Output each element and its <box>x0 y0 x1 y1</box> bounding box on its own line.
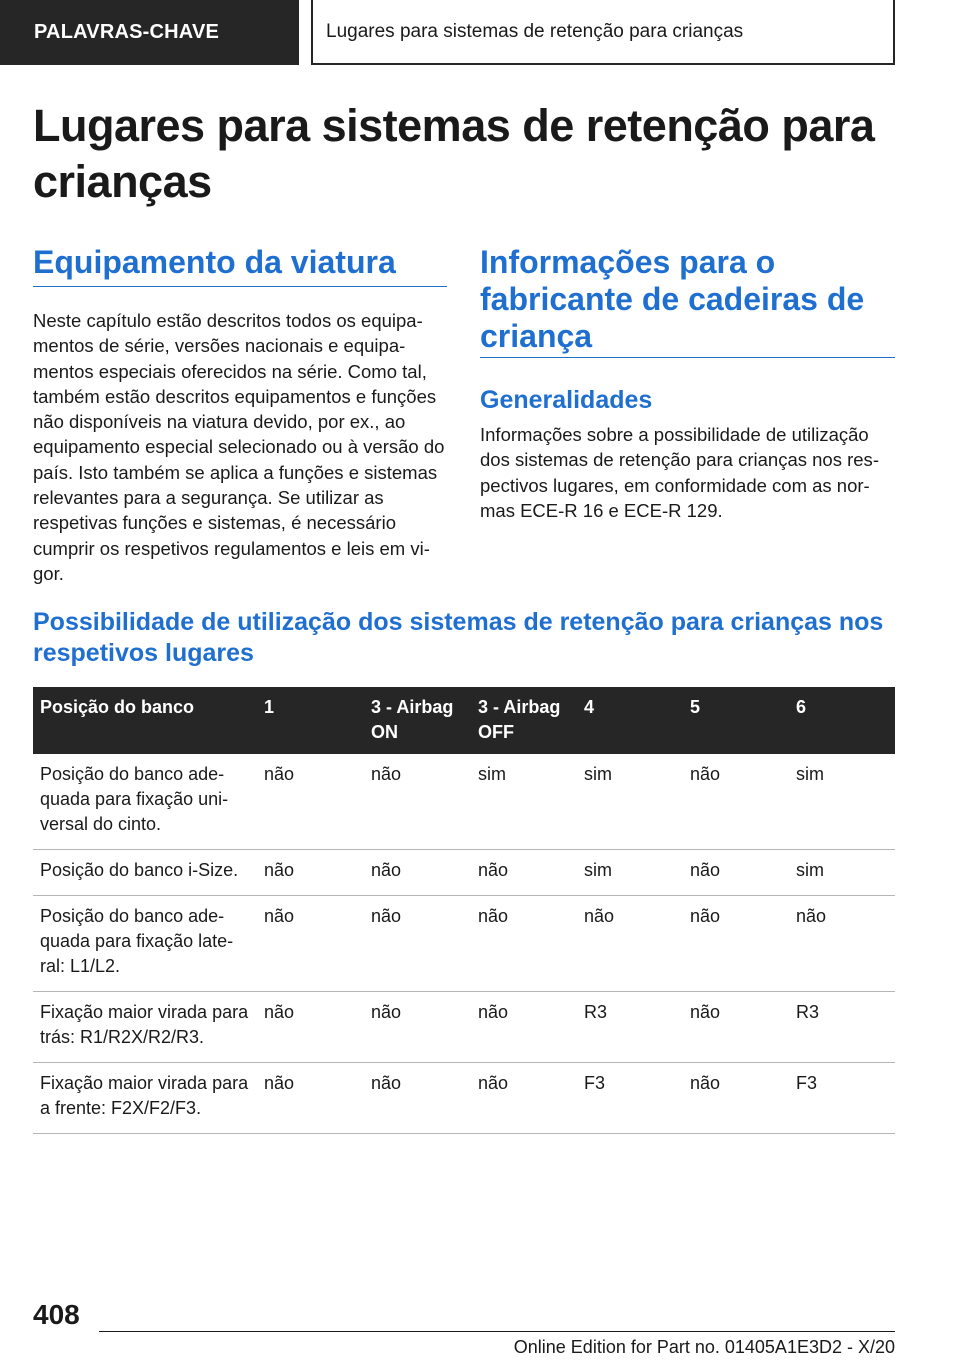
table-cell: não <box>683 896 789 992</box>
right-heading-rule <box>480 357 895 358</box>
header-chapter-title: Lugares para sistemas de retenção para crianças <box>311 0 895 65</box>
right-column-subheading: Generalidades <box>480 386 653 414</box>
header-section-label: PALAVRAS-CHAVE <box>0 0 299 65</box>
table-cell: Posição do banco i-Size. <box>33 850 257 896</box>
table-cell: não <box>471 850 577 896</box>
table-cell: sim <box>471 754 577 850</box>
table-cell: Posição do banco adequada para fixação universal do cinto. <box>33 754 257 850</box>
table-header-cell: 3 - Airbag OFF <box>471 687 577 754</box>
table-cell: não <box>364 992 471 1063</box>
page-number: 408 <box>33 1299 80 1330</box>
table-cell: não <box>364 754 471 850</box>
table-cell: sim <box>577 754 683 850</box>
table-cell: F3 <box>789 1063 895 1134</box>
table-header-cell: 5 <box>683 687 789 754</box>
table-cell: não <box>789 896 895 992</box>
right-column-body: Informações sobre a possibilidade de utilização dos sistemas de retenção para crianças nos respectivos lugares, em conformidade com as normas ECE-R 16 e ECE-R 129. <box>480 424 879 521</box>
table-header-cell: 4 <box>577 687 683 754</box>
left-column-body: Neste capítulo estão descritos todos os equipamentos de série, versões nacionais e equipamentos especiais oferecidos na série. Como tal, também estão descritos equipamentos e funções não disponíveis na viatura devido, por ex., ao equipamento especial selecionado ou à versão do país. Isto também se aplica a funções e sistemas relevantes para a segurança. Se utilizar as respetivas funções e sistemas, é necessário cumprir os respetivos regulamentos e leis em vigor. <box>33 310 445 584</box>
table-cell: R3 <box>577 992 683 1063</box>
child-seat-table <box>33 687 895 1134</box>
table-header-cell: 1 <box>257 687 364 754</box>
table-cell: R3 <box>789 992 895 1063</box>
table-cell: não <box>471 1063 577 1134</box>
table-header-cell: 6 <box>789 687 895 754</box>
footer-edition-text: Online Edition for Part no. 01405A1E3D2 - X/20 <box>513 1337 895 1357</box>
table-cell: não <box>683 754 789 850</box>
table-row <box>33 850 895 896</box>
table-cell: não <box>683 850 789 896</box>
table-cell: não <box>257 754 364 850</box>
table-cell: não <box>364 1063 471 1134</box>
table-cell: não <box>683 1063 789 1134</box>
table-cell: não <box>364 896 471 992</box>
table-row <box>33 992 895 1063</box>
table-cell: sim <box>789 850 895 896</box>
table-cell: sim <box>789 754 895 850</box>
table-cell: não <box>364 850 471 896</box>
table-row <box>33 754 895 850</box>
left-column-heading: Equipamento da viatura <box>33 244 396 280</box>
table-cell: Fixação maior virada para a frente: F2X/F2/F3. <box>33 1063 257 1134</box>
footer-rule <box>99 1331 895 1332</box>
table-cell: não <box>257 850 364 896</box>
table-cell: F3 <box>577 1063 683 1134</box>
table-cell: Fixação maior virada para trás: R1/R2X/R2/R3. <box>33 992 257 1063</box>
table-cell: não <box>683 992 789 1063</box>
table-cell: sim <box>577 850 683 896</box>
table-cell: Posição do banco adequada para fixação lateral: L1/L2. <box>33 896 257 992</box>
left-heading-rule <box>33 286 447 287</box>
table-header-cell: 3 - Airbag ON <box>364 687 471 754</box>
table-row <box>33 1063 895 1134</box>
page-title: Lugares para sistemas de retenção para crianças <box>33 100 875 207</box>
table-row <box>33 896 895 992</box>
table-cell: não <box>471 992 577 1063</box>
table-section-title: Possibilidade de utilização dos sistemas de retenção para crianças nos respetivos lugares <box>33 608 884 667</box>
table-cell: não <box>257 992 364 1063</box>
table-cell: não <box>257 1063 364 1134</box>
table-cell: não <box>471 896 577 992</box>
right-column-heading: Informações para o fabricante de cadeiras de criança <box>480 244 865 354</box>
table-cell: não <box>257 896 364 992</box>
table-header-row <box>33 687 895 754</box>
table-header-cell: Posição do banco <box>33 687 257 754</box>
table-cell: não <box>577 896 683 992</box>
